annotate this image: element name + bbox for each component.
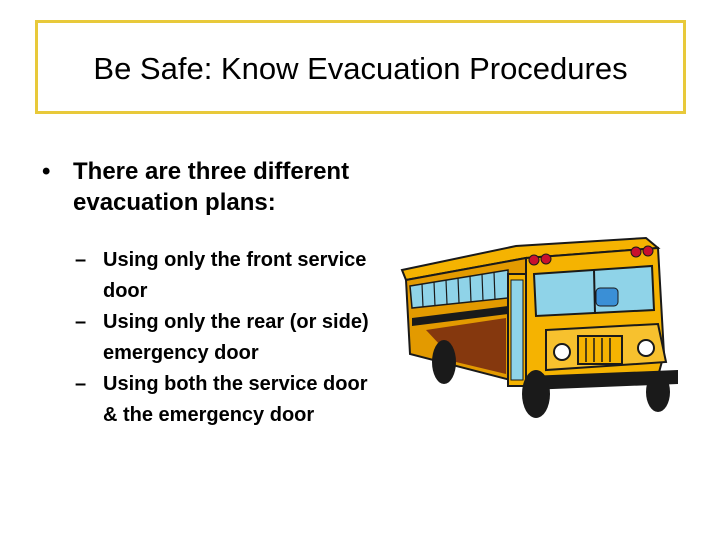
- title-box: [35, 20, 686, 114]
- bus-wheel: [522, 370, 550, 418]
- main-bullet: [42, 156, 422, 218]
- bus-warning-light: [631, 247, 641, 257]
- slide-title: Be Safe: Know Evacuation Procedures: [93, 51, 628, 86]
- sub-bullet-marker: –: [75, 373, 87, 395]
- bus-grille: [578, 336, 622, 364]
- school-bus-clipart: [396, 234, 680, 420]
- bus-wheel: [646, 372, 670, 412]
- main-bullet-text: There are three different evacuation plans:: [73, 158, 350, 216]
- bus-door-glass: [511, 280, 523, 380]
- bus-wheel: [432, 340, 456, 384]
- sub-bullet-text: Using only the rear (or side) emergency door: [103, 311, 369, 364]
- sub-bullet-text: Using only the front service door: [103, 249, 367, 302]
- sub-bullet-item: [75, 307, 375, 369]
- sub-bullet-item: [75, 245, 375, 307]
- bus-warning-light: [643, 246, 653, 256]
- sub-bullet-text: Using both the service door & the emergency door: [103, 373, 368, 426]
- bus-headlight: [554, 344, 570, 360]
- bus-warning-light: [541, 254, 551, 264]
- bus-driver: [596, 288, 618, 306]
- bus-headlight: [638, 340, 654, 356]
- bullet-marker: •: [42, 158, 51, 185]
- sub-bullet-marker: –: [75, 311, 87, 333]
- bus-warning-light: [529, 255, 539, 265]
- sub-bullet-marker: –: [75, 249, 87, 271]
- sub-bullet-list: [75, 245, 375, 431]
- sub-bullet-item: [75, 369, 375, 431]
